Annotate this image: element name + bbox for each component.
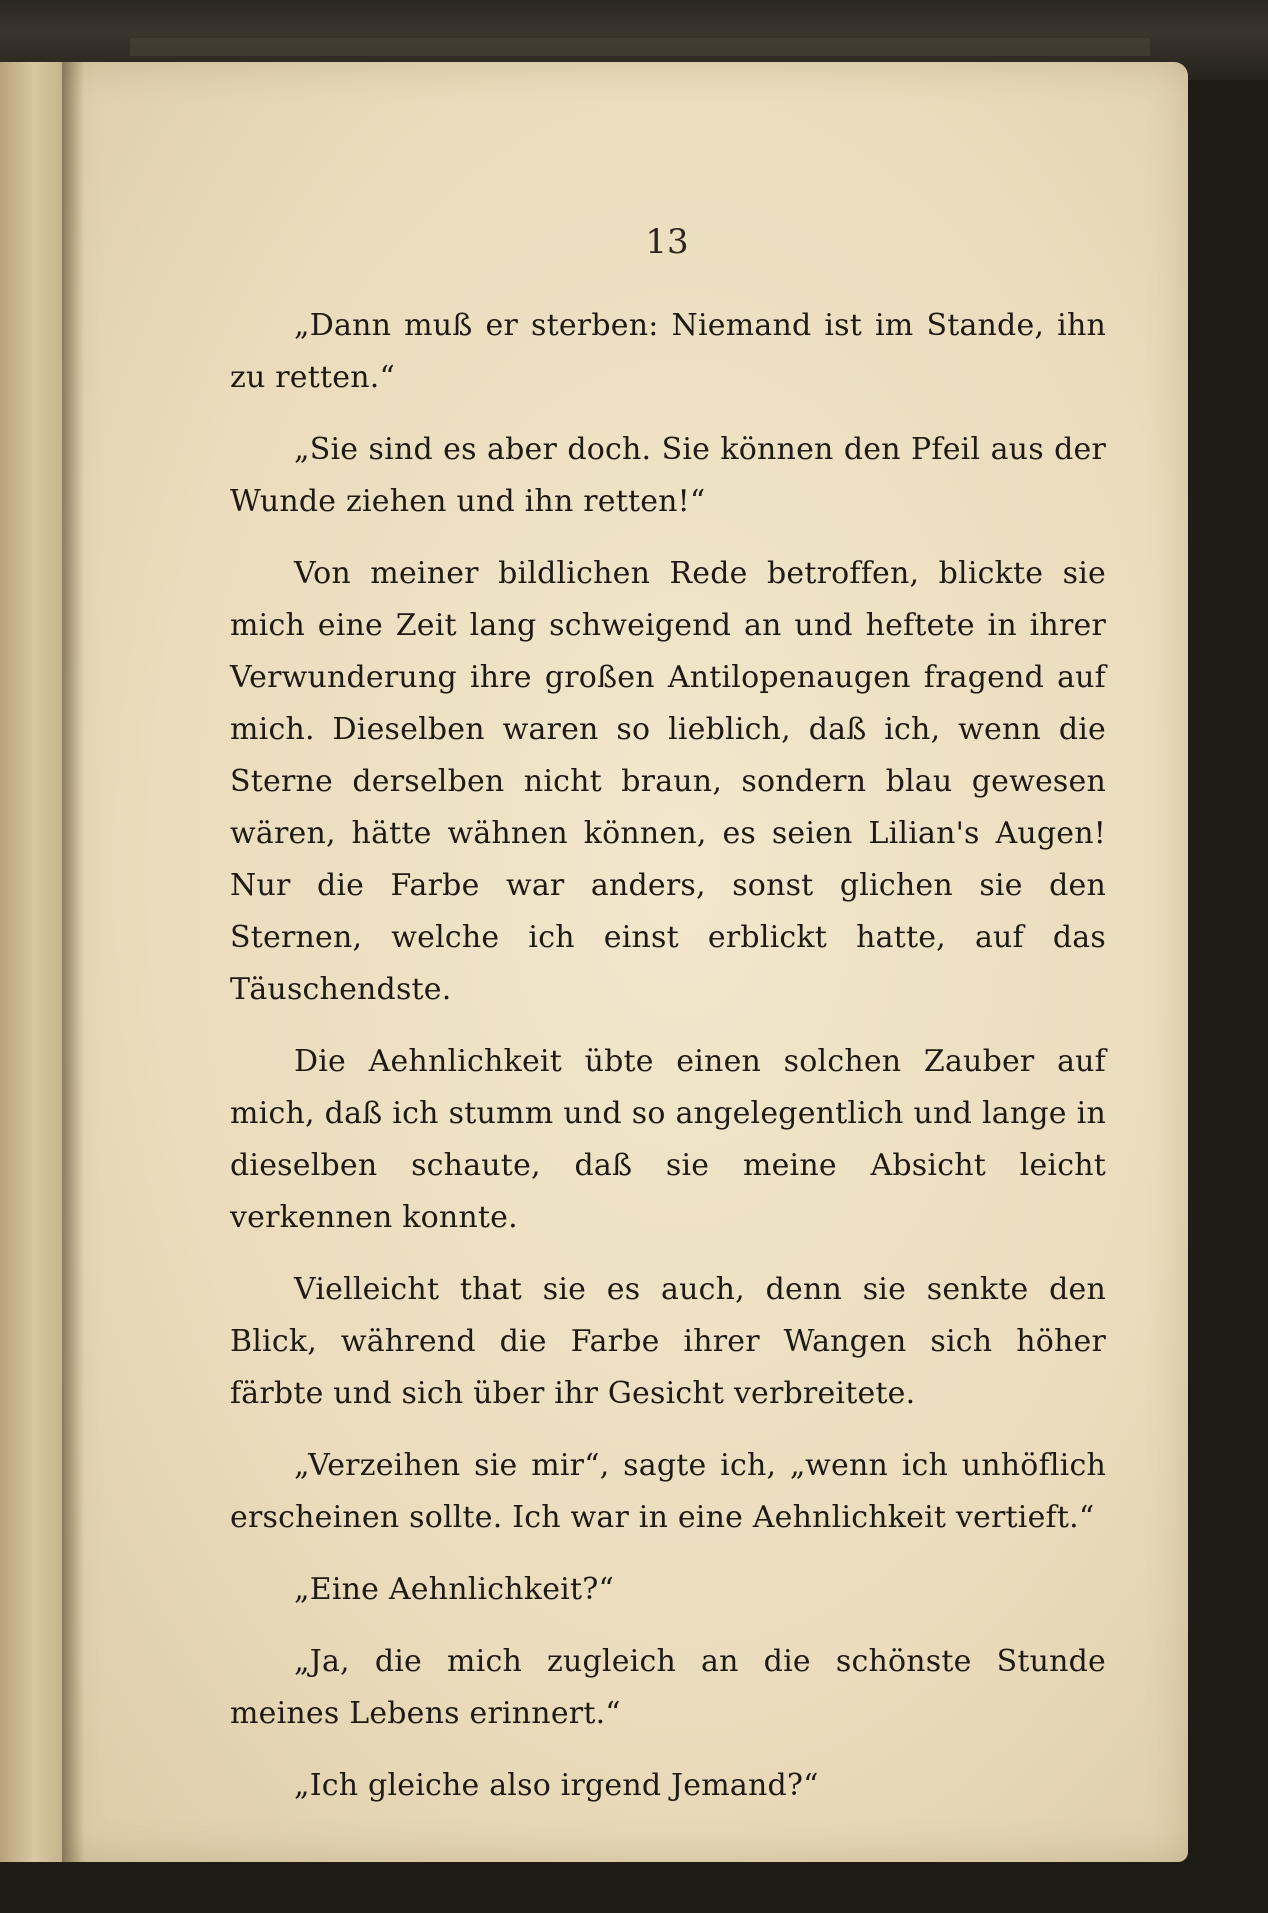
paragraph-4: Die Aehnlichkeit übte einen solchen Zauber auf mich, daß ich stumm und so angelegentlich und lange in dieselben schaute, daß sie meine Absicht leicht verkennen konnte. (230, 1044, 1106, 1235)
page-number: 13 (645, 222, 689, 262)
left-page-edge (0, 62, 65, 1862)
paragraph-5: Vielleicht that sie es auch, denn sie senkte den Blick, während die Farbe ihrer Wangen sich höher färbte und sich über ihr Gesicht verbreitete. (230, 1272, 1106, 1411)
book-page (62, 62, 1188, 1862)
paragraph-7: „Eine Aehnlichkeit?“ (294, 1572, 615, 1607)
paragraph-1: „Dann muß er sterben: Niemand ist im Stande, ihn zu retten.“ (230, 308, 1106, 395)
paragraph-2: „Sie sind es aber doch. Sie können den Pfeil aus der Wunde ziehen und ihn retten!“ (230, 432, 1106, 519)
page-text-block (230, 300, 1106, 1832)
paragraph-9: „Ich gleiche also irgend Jemand?“ (294, 1768, 819, 1803)
paragraph-6: „Verzeihen sie mir“, sagte ich, „wenn ich unhöflich erscheinen sollte. Ich war in eine Aehnlichkeit vertieft.“ (230, 1448, 1106, 1535)
spine-shadow (62, 62, 84, 1862)
paragraph-8: „Ja, die mich zugleich an die schönste Stunde meines Lebens erinnert.“ (230, 1644, 1106, 1731)
paragraph-3: Von meiner bildlichen Rede betroffen, blickte sie mich eine Zeit lang schweigend an und heftete in ihrer Verwunderung ihre großen Antilopenaugen fragend auf mich. Dieselben waren so lieblich, daß ich, wenn die Sterne derselben nicht braun, sondern blau gewesen wären, hätte wähnen können, es seien Lilian's Augen! Nur die Farbe war anders, sonst glichen sie den Sternen, welche ich einst erblickt hatte, auf das Täuschendste. (230, 556, 1106, 1007)
